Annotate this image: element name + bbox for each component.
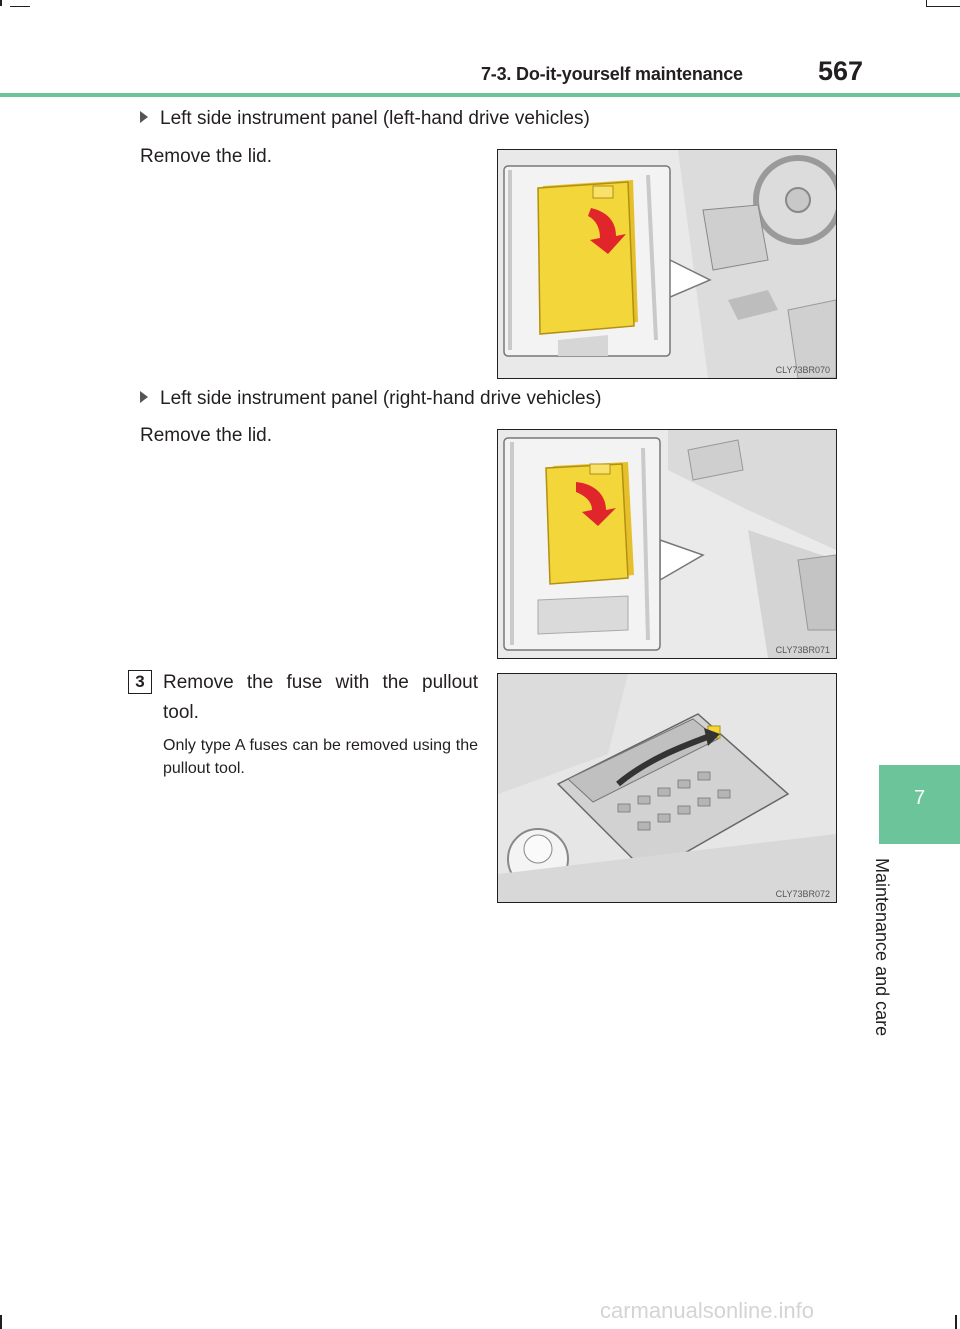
watermark: carmanualsonline.info	[600, 1298, 815, 1323]
figure-rhd-panel	[497, 429, 837, 659]
illustration-fuse-box	[498, 674, 836, 902]
triangle-bullet-icon	[140, 111, 148, 123]
triangle-bullet-icon	[140, 391, 148, 403]
bullet-text: Left side instrument panel (left-hand drive vehicles)	[160, 108, 590, 129]
crop-mark	[0, 1315, 2, 1329]
figure-code: CLY73BR071	[775, 645, 830, 655]
crop-mark	[955, 1315, 957, 1329]
illustration-lhd	[498, 150, 836, 378]
instruction-text: Remove the lid.	[140, 146, 273, 167]
figure-lhd-panel	[497, 149, 837, 379]
figure-fuse-box	[497, 673, 837, 903]
step-note: Only type A fuses can be removed using the pullout tool.	[163, 737, 478, 777]
chapter-number: 7	[913, 787, 926, 809]
crop-mark	[10, 6, 30, 7]
figure-code: CLY73BR072	[775, 889, 830, 899]
bullet-item	[140, 108, 590, 130]
crop-mark	[0, 0, 2, 6]
crop-mark	[926, 6, 960, 7]
bullet-text: Left side instrument panel (right-hand drive vehicles)	[160, 388, 602, 409]
chapter-title	[872, 858, 908, 1043]
section-title: 7-3. Do-it-yourself maintenance	[481, 64, 743, 84]
step-text: Remove the fuse with the pullout tool.	[163, 672, 478, 723]
header-rule	[0, 93, 960, 97]
illustration-rhd	[498, 430, 836, 658]
bullet-item	[140, 388, 601, 410]
step-number-badge: 3	[128, 670, 152, 694]
chapter-tab	[879, 765, 960, 844]
chapter-title-text: Maintenance and care	[872, 858, 892, 1037]
page-number: 567	[818, 56, 864, 86]
instruction-text: Remove the lid.	[140, 425, 273, 446]
figure-code: CLY73BR070	[775, 365, 830, 375]
